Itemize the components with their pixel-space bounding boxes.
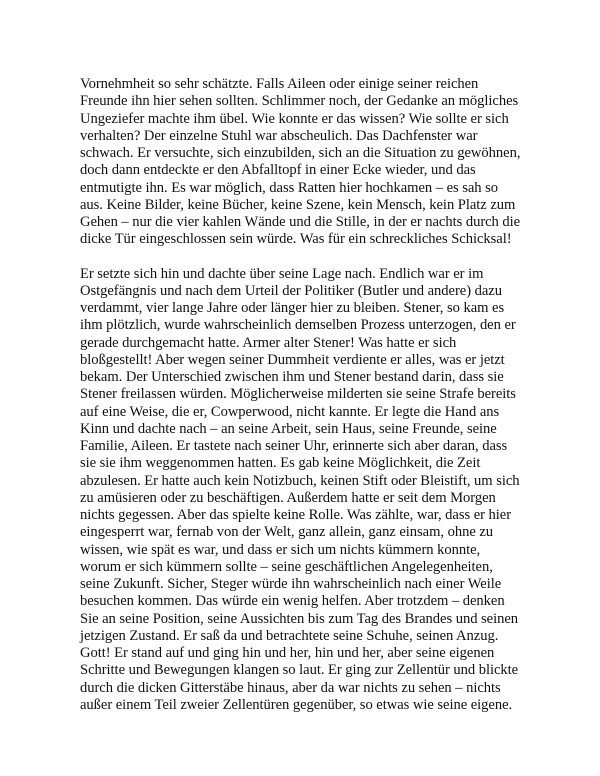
paragraph-1: Vornehmheit so sehr schätzte. Falls Aileen oder einige seiner reichen Freunde ihn hier sehen sollten. Schlimmer noch, der Gedanke an mögliches Ungeziefer machte ihm übel. Wie konnte er das wissen? Wie sollte er sich verhalten? Der einzelne Stuhl war abscheulich. Das Dachfenster war schwach. Er versuchte, sich einzubilden, sich an die Situation zu gewöhnen, doch dann entdeckte er den Abfalltopf in einer Ecke wieder, und das entmutigte ihn. Es war möglich, dass Ratten hier hochkamen – es sah so aus. Keine Bilder, keine Bücher, keine Szene, kein Mensch, kein Platz zum Gehen – nur die vier kahlen Wände und die Stille, in der er nachts durch die dicke Tür eingeschlossen sein würde. Was für ein schreckliches Schicksal! [80,76,521,248]
document-body [80,76,522,714]
paragraph-2: Er setzte sich hin und dachte über seine Lage nach. Endlich war er im Ostgefängnis und nach dem Urteil der Politiker (Butler und andere) dazu verdammt, vier lange Jahre oder länger hier zu bleiben. Stener, so kam es ihm plötzlich, wurde wahrscheinlich demselben Prozess unterzogen, den er gerade durchgemacht hatte. Armer alter Stener! Was hatte er sich bloßgestellt! Aber wegen seiner Dummheit verdiente er alles, was er jetzt bekam. Der Unterschied zwischen ihm und Stener bestand darin, dass sie Stener freilassen würden. Möglicherweise milderten sie seine Strafe bereits auf eine Weise, die er, Cowperwood, nicht kannte. Er legte die Hand ans Kinn und dachte nach – an seine Arbeit, sein Haus, seine Freunde, seine Familie, Aileen. Er tastete nach seiner Uhr, erinnerte sich aber daran, dass sie sie ihm weggenommen hatten. Es gab keine Möglichkeit, die Zeit abzulesen. Er hatte auch kein Notizbuch, keinen Stift oder Bleistift, um sich zu amüsieren oder zu beschäftigen. Außerdem hatte er seit dem Morgen nichts gegessen. Aber das spielte keine Rolle. Was zählte, war, dass er hier eingesperrt war, fernab von der Welt, ganz allein, ganz einsam, ohne zu wissen, wie spät es war, und dass er sich um nichts kümmern konnte, worum er sich kümmern sollte – seine geschäftlichen Angelegenheiten, seine Zukunft. Sicher, Steger würde ihn wahrscheinlich nach einer Weile besuchen kommen. Das würde ein wenig helfen. Aber trotzdem – denken Sie an seine Position, seine Aussichten bis zum Tag des Brandes und seinen jetzigen Zustand. Er saß da und betrachtete seine Schuhe, seinen Anzug. Gott! Er stand auf und ging hin und her, hin und her, aber seine eigenen Schritte und Bewegungen klangen so laut. Er ging zur Zellentür und blickte durch die dicken Gitterstäbe hinaus, aber da war nichts zu sehen – nichts außer einem Teil zweier Zellentüren gegenüber, so etwas wie seine eigene. [80,265,520,713]
